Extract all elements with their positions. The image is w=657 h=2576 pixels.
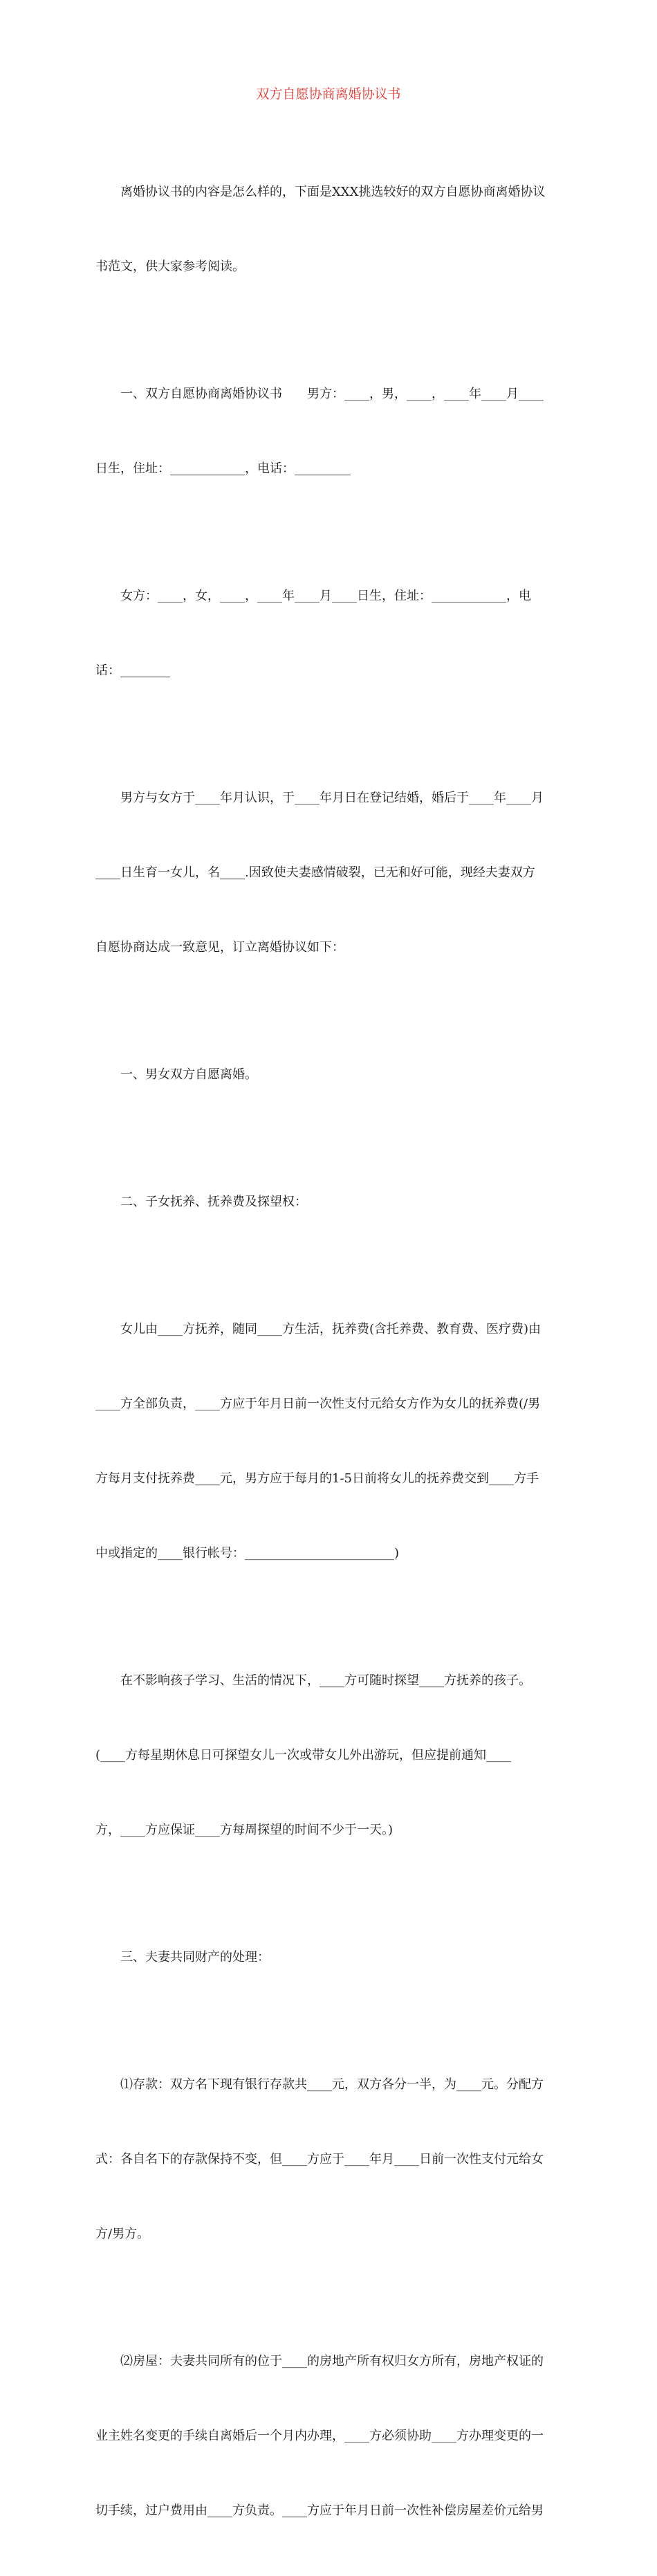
text-line: 切手续，过户费用由____方负责。____方应于年月日前一次性补偿房屋差价元给男 [95,2503,544,2518]
text-line: 中或指定的____银行帐号：________________________) [95,1546,400,1561]
text-line: 日生，住址：____________，电话：_________ [95,461,351,476]
text-line: 三、夫妻共同财产的处理： [95,1950,270,1965]
wife-info-paragraph [95,534,560,733]
text-line: 书范文，供大家参考阅读。 [95,259,245,274]
child-support-paragraph [95,1267,560,1616]
housing-paragraph [95,2299,560,2573]
text-line: 二、子女抚养、抚养费及探望权： [95,1195,307,1209]
text-line: 女儿由____方抚养，随同____方生活，抚养费(含托养费、教育费、医疗费)由 [95,1322,542,1336]
text-line: 在不影响孩子学习、生活的情况下，____方可随时探望____方抚养的孩子。 [95,1673,531,1688]
text-line: ____方全部负责，____方应于年月日前一次性支付元给女方作为女儿的抚养费(/男 [95,1397,541,1411]
intro-paragraph [95,130,560,329]
text-line: 男方与女方于____年月认识，于____年月日在登记结婚，婚后于____年____月 [95,791,544,805]
savings-paragraph [95,2023,560,2297]
document-body [95,130,560,2576]
text-line: 方，____方应保证____方每周探望的时间不少于一天。) [95,1823,394,1837]
text-line: 式：各自名下的存款保持不变，但____方应于____年月____日前一次性支付元给女 [95,2152,544,2166]
text-line: (____方每星期休息日可探望女儿一次或带女儿外出游玩，但应提前通知____ [95,1748,512,1763]
text-line: 一、男女双方自愿离婚。 [95,1067,257,1082]
text-line: 方/男方。 [95,2227,150,2241]
document-title: 双方自愿协商离婚协议书 [256,86,401,102]
clause-1-heading [95,1013,560,1137]
visitation-paragraph [95,1619,560,1893]
text-line: 一、双方自愿协商离婚协议书 男方：____，男，____，____年____月____ [95,387,544,401]
text-line: 离婚协议书的内容是怎么样的，下面是XXX挑选较好的双方自愿协商离婚协议 [95,185,546,199]
text-line: 自愿协商达成一致意见，订立离婚协议如下： [95,940,344,955]
husband-info-paragraph [95,332,560,531]
marriage-history-paragraph [95,736,560,1010]
text-line: ____日生育一女儿，名____.因致使夫妻感情破裂，已无和好可能，现经夫妻双方 [95,865,535,880]
clause-2-heading [95,1140,560,1264]
text-line: 方每月支付抚养费____元，男方应于每月的1-5日前将女儿的抚养费交到____方手 [95,1471,539,1486]
text-line: 话：________ [95,663,170,678]
text-line: ⑴存款：双方名下现有银行存款共____元，双方各分一半，为____元。分配方 [95,2077,544,2092]
text-line: 女方：____，女，____，____年____月____日生，住址：____________，电 [95,589,531,603]
text-line: ⑵房屋：夫妻共同所有的位于____的房地产所有权归女方所有，房地产权证的 [95,2354,544,2368]
clause-3-heading [95,1895,560,2020]
text-line: 业主姓名变更的手续自离婚后一个月内办理，____方必须协助____方办理变更的一 [95,2429,544,2443]
